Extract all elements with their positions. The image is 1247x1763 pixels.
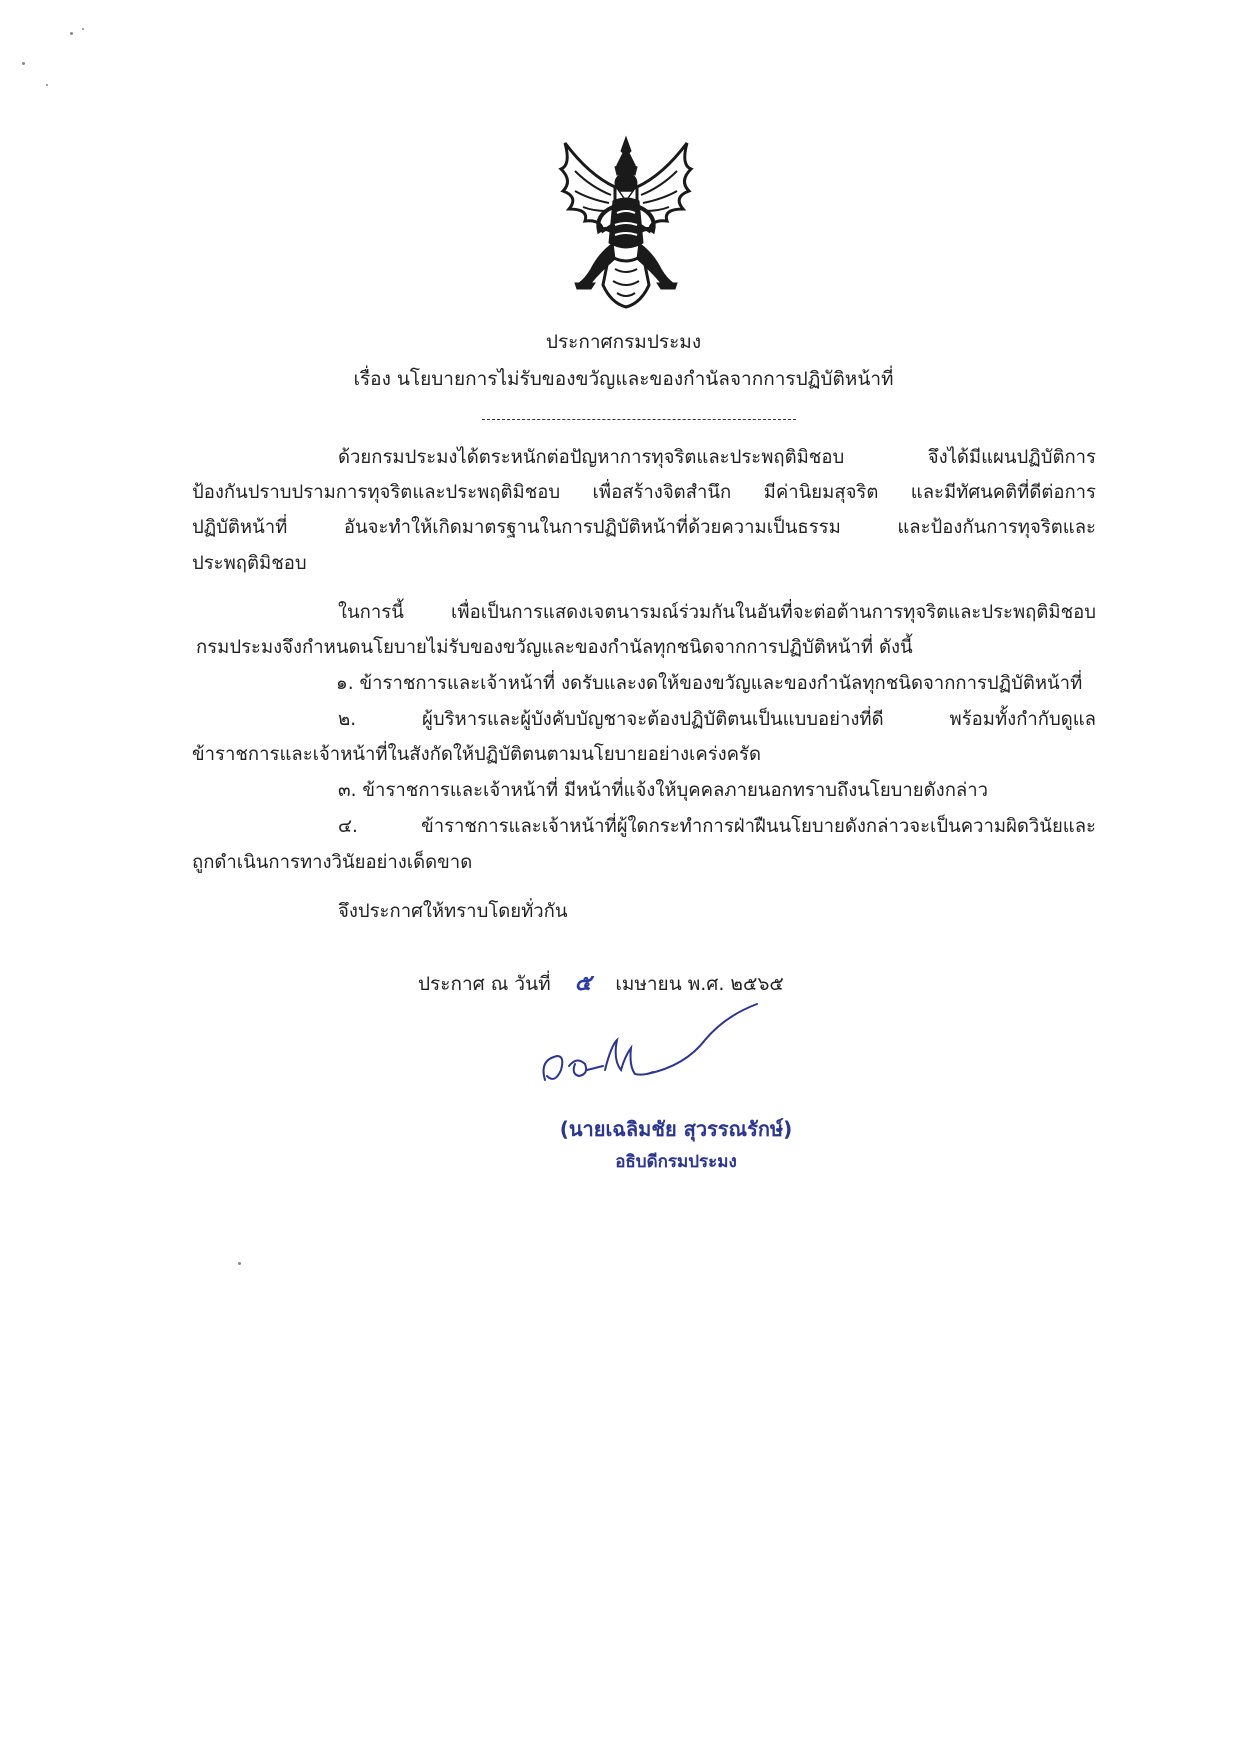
policy-item-1: ๑. ข้าราชการและเจ้าหน้าที่ งดรับและงดให้ของขวัญและของกำนัลทุกชนิดจากการปฏิบัติหน้าที่: [336, 673, 1083, 694]
paragraph-1-line-1: ด้วยกรมประมงได้ตระหนักต่อปัญหาการทุจริตและประพฤติมิชอบ จึงได้มีแผนปฏิบัติการ: [338, 447, 1096, 468]
policy-item-3: ๓. ข้าราชการและเจ้าหน้าที่ มีหน้าที่แจ้งให้บุคคลภายนอกทราบถึงนโยบายดังกล่าว: [338, 780, 989, 801]
scan-speck: [70, 32, 73, 35]
garuda-emblem-icon: [555, 135, 697, 310]
date-suffix: เมษายน พ.ศ. ๒๕๖๕: [615, 973, 784, 995]
policy-item-2-line-2: ข้าราชการและเจ้าหน้าที่ในสังกัดให้ปฏิบัติตนตามนโยบายอย่างเคร่งครัด: [192, 744, 762, 765]
announcement-title: ประกาศกรมประมง: [545, 331, 702, 353]
separator-line: [482, 419, 796, 420]
handwritten-signature: [535, 1000, 765, 1090]
policy-item-4-line-2: ถูกดำเนินการทางวินัยอย่างเด็ดขาด: [192, 852, 473, 873]
paragraph-2-line-1: ในการนี้ เพื่อเป็นการแสดงเจตนารมณ์ร่วมกันในอันที่จะต่อต้านการทุจริตและประพฤติมิชอบ: [338, 602, 1096, 623]
signatory-title: อธิบดีกรมประมง: [615, 1152, 737, 1172]
policy-item-2-line-1: ๒. ผู้บริหารและผู้บังคับบัญชาจะต้องปฏิบัติตนเป็นแบบอย่างที่ดี พร้อมทั้งกำกับดูแล: [338, 709, 1096, 730]
signatory-name: (นายเฉลิมชัย สุวรรณรักษ์): [559, 1117, 793, 1141]
scan-speck: [82, 28, 84, 30]
paragraph-2-line-2: กรมประมงจึงกำหนดนโยบายไม่รับของขวัญและของกำนัลทุกชนิดจากการปฏิบัติหน้าที่ ดังนี้: [196, 637, 913, 658]
date-day: ๕: [574, 971, 592, 996]
paragraph-1-line-2: ป้องกันปราบปรามการทุจริตและประพฤติมิชอบ เพื่อสร้างจิตสำนึก มีค่านิยมสุจริต และมีทัศนคติที่ดีต่อการ: [192, 482, 1096, 503]
scan-speck: [22, 62, 25, 65]
scan-speck: [238, 1262, 241, 1265]
announcement-date: [418, 972, 784, 996]
closing-statement: จึงประกาศให้ทราบโดยทั่วกัน: [338, 901, 568, 922]
paragraph-1-line-3: ปฏิบัติหน้าที่ อันจะทำให้เกิดมาตรฐานในการปฏิบัติหน้าที่ด้วยความเป็นธรรม และป้องกันการทุจริตและ: [192, 517, 1096, 538]
paragraph-1-line-4: ประพฤติมิชอบ: [192, 553, 307, 574]
scan-speck: [46, 84, 48, 86]
date-prefix: ประกาศ ณ วันที่: [418, 973, 551, 995]
announcement-subject: เรื่อง นโยบายการไม่รับของขวัญและของกำนัลจากการปฏิบัติหน้าที่: [353, 368, 894, 390]
policy-item-4-line-1: ๔. ข้าราชการและเจ้าหน้าที่ผู้ใดกระทำการฝ่าฝืนนโยบายดังกล่าวจะเป็นความผิดวินัยและ: [338, 816, 1096, 837]
